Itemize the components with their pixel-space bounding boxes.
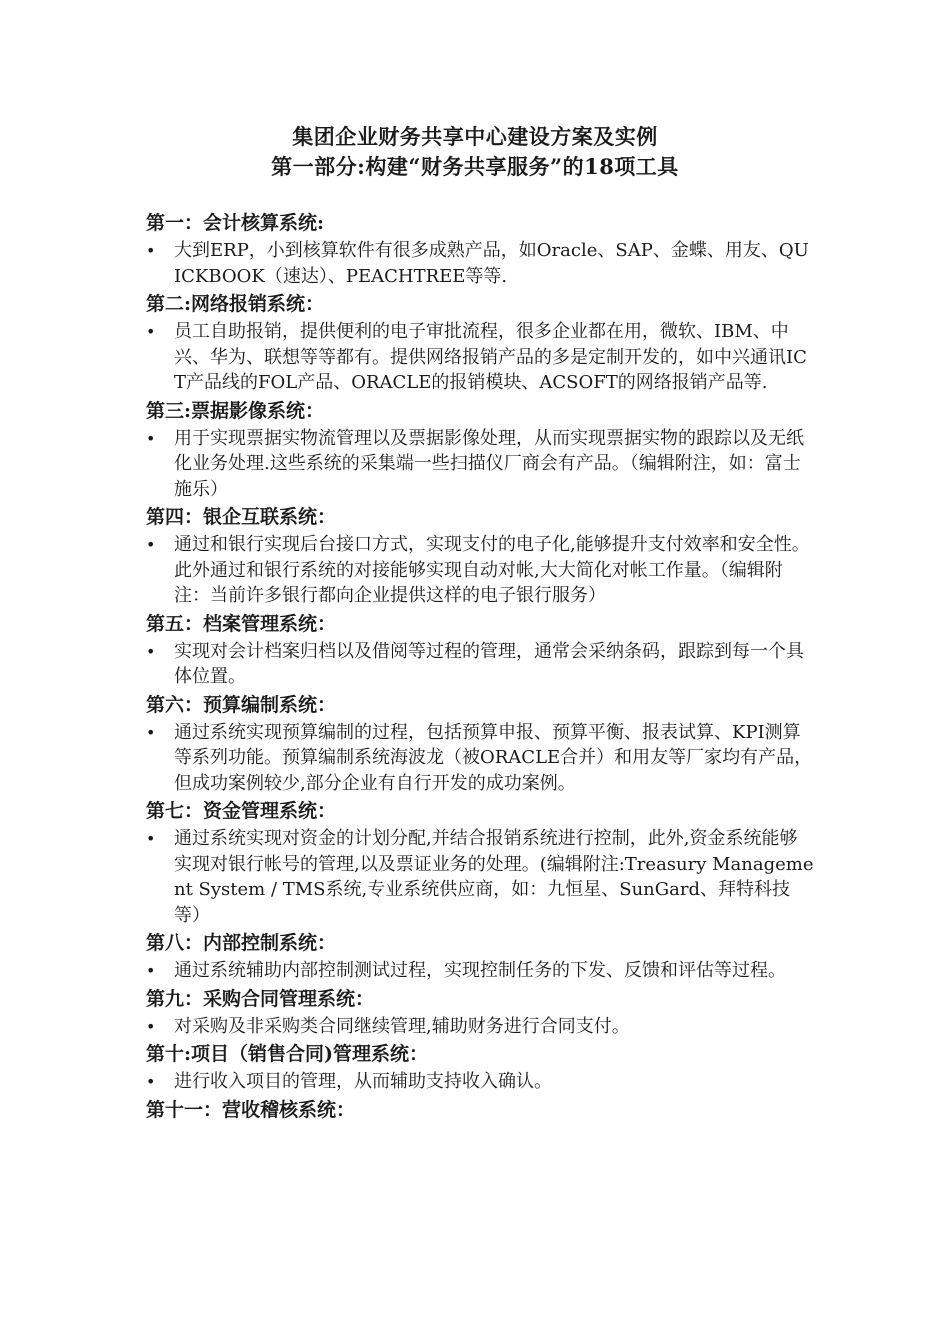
document-title: 集团企业财务共享中心建设方案及实例 — [292, 124, 658, 149]
bullet-icon: • — [146, 829, 156, 848]
bullet-icon: • — [146, 322, 156, 341]
list-item — [146, 238, 814, 289]
section-heading: 第九：采购合同管理系统： — [146, 987, 375, 1010]
list-item-text: 进行收入项目的管理，从而辅助支持收入确认。 — [174, 1071, 552, 1092]
section-heading: 第三:票据影像系统： — [146, 399, 325, 422]
section-heading: 第四：银企互联系统： — [146, 506, 337, 528]
list-item — [146, 639, 814, 690]
list-item — [146, 720, 814, 797]
list-item — [146, 532, 814, 609]
list-item-text: 实现对会计档案归档以及借阅等过程的管理，通常会采纳条码，跟踪到每一个具体位置。 — [174, 640, 804, 687]
section-heading: 第十一：营收稽核系统： — [146, 1098, 356, 1121]
list-item — [146, 826, 814, 928]
bullet-icon: • — [146, 641, 156, 661]
bullet-icon: • — [146, 1072, 156, 1091]
section-heading: 第五：档案管理系统： — [146, 612, 337, 635]
list-item-text: 通过和银行实现后台接口方式，实现支付的电子化,能够提升支付效率和安全性。此外通过和银行系统的对接能够实现自动对帐,大大简化对帐工作量。（编辑附注：当前许多银行都向企业提供这样的电子银行服务） — [174, 534, 810, 606]
section-heading: 第七：资金管理系统： — [146, 800, 337, 822]
section-heading: 第一：会计核算系统: — [146, 212, 325, 234]
list-item-text: 通过系统实现预算编制的过程，包括预算申报、预算平衡、报表试算、KPI测算等系列功能。预算编制系统海波龙（被ORACLE合并）和用友等厂家均有产品，但成功案例较少,部分企业有自行开发的成功案例。 — [174, 721, 813, 794]
list-item-text: 用于实现票据实物流管理以及票据影像处理，从而实现票据实物的跟踪以及无纸化业务处理.这些系统的采集端一些扫描仪厂商会有产品。（编辑附注，如：富士施乐） — [174, 427, 804, 500]
list-item-text: 通过系统实现对资金的计划分配,并结合报销系统进行控制，此外,资金系统能够实现对银行帐号的管理,以及票证业务的处理。(编辑附注:Treasury Management System / TMS系统,专业系统供应商，如：九恒星、SunGard、拜特科技 等） — [174, 828, 814, 926]
list-item-text: 通过系统辅助内部控制测试过程，实现控制任务的下发、反馈和评估等过程。 — [174, 960, 786, 981]
document-body — [146, 210, 816, 1123]
bullet-icon: • — [146, 241, 156, 260]
list-item-text: 员工自助报销，提供便利的电子审批流程，很多企业都在用，微软、IBM、中兴、华为、联想等等都有。提供网络报销产品的多是定制开发的，如中兴通讯ICT产品线的FOL产品、ORACLE的报销模块、ACSOFT的网络报销产品等. — [174, 321, 807, 393]
bullet-icon: • — [146, 535, 156, 554]
document-subtitle: 第一部分:构建“财务共享服务”的18项工具 — [271, 154, 679, 179]
document-title-block — [0, 122, 950, 182]
bullet-icon: • — [146, 1016, 156, 1036]
list-item — [146, 426, 814, 503]
list-item-text: 对采购及非采购类合同继续管理,辅助财务进行合同支付。 — [174, 1015, 630, 1037]
list-item — [146, 1069, 814, 1095]
section-heading: 第六：预算编制系统： — [146, 693, 337, 716]
section-heading: 第二:网络报销系统： — [146, 293, 325, 315]
section-heading: 第十:项目（销售合同)管理系统： — [146, 1043, 429, 1065]
bullet-icon: • — [146, 722, 156, 742]
list-item — [146, 319, 814, 396]
list-item — [146, 958, 814, 984]
bullet-icon: • — [146, 428, 156, 448]
bullet-icon: • — [146, 961, 156, 980]
list-item-text: 大到ERP，小到核算软件有很多成熟产品，如Oracle、SAP、金蝶、用友、QUICKBOOK（速达）、PEACHTREE等等. — [174, 240, 809, 287]
list-item — [146, 1014, 814, 1040]
section-heading: 第八：内部控制系统： — [146, 932, 337, 954]
